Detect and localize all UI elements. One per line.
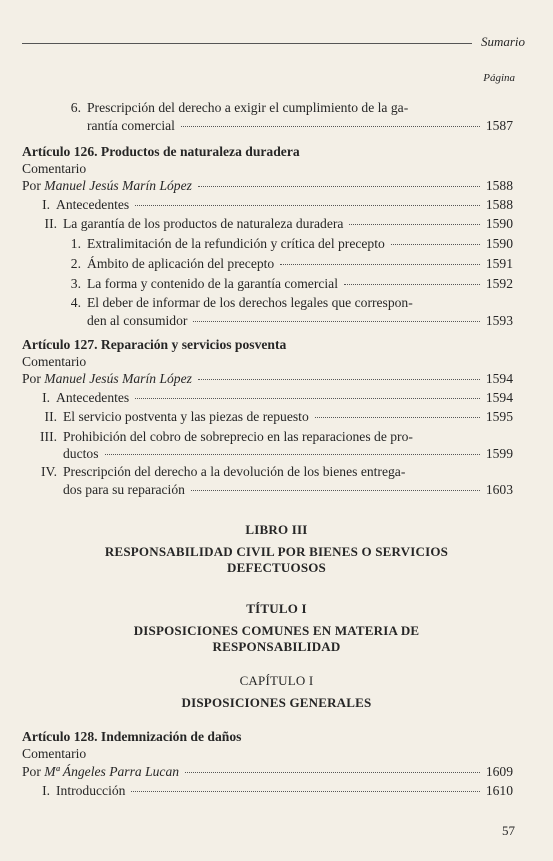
author-line — [22, 371, 192, 387]
entry-page: 1590 — [485, 236, 513, 251]
por-prefix: Por — [22, 371, 45, 386]
author-line — [22, 178, 192, 194]
toc-entry-continuation — [87, 118, 513, 134]
entry-number: I. — [42, 390, 50, 405]
entry-text: Ámbito de aplicación del precepto — [87, 256, 275, 271]
entry-text: Prohibición del cobro de sobreprecio en las reparaciones de pro- — [63, 429, 413, 444]
libro-title-line1: RESPONSABILIDAD CIVIL POR BIENES O SERVICIOS — [104, 544, 449, 559]
comment-label: Comentario — [22, 354, 87, 369]
entry-number: II. — [44, 216, 57, 231]
author-name: Manuel Jesús Marín López — [44, 371, 192, 386]
article-heading: Artículo 128. Indemnización de daños — [22, 729, 242, 744]
author-entry — [22, 764, 513, 780]
titulo-label: TÍTULO I — [246, 601, 307, 616]
entry-number: 3. — [70, 276, 81, 291]
entry-text: El servicio postventa y las piezas de repuesto — [63, 409, 309, 424]
leader-dots — [131, 791, 479, 792]
toc-entry — [55, 276, 513, 292]
toc-entry — [22, 216, 513, 232]
leader-dots — [344, 284, 480, 285]
entry-page: 1595 — [485, 409, 513, 424]
entry-text: Antecedentes — [56, 197, 130, 212]
por-prefix: Por — [22, 178, 45, 193]
leader-dots — [105, 454, 480, 455]
entry-page: 1599 — [485, 446, 513, 461]
leader-dots — [191, 490, 480, 491]
entry-page: 1591 — [485, 256, 513, 271]
entry-page: 1588 — [485, 197, 513, 212]
entry-number: I. — [42, 197, 50, 212]
entry-number: IV. — [41, 464, 57, 479]
entry-text: La garantía de los productos de naturaleza duradera — [63, 216, 344, 231]
toc-entry — [55, 236, 513, 252]
toc-entry — [22, 409, 513, 425]
author-name: Manuel Jesús Marín López — [44, 178, 192, 193]
toc-entry — [22, 429, 513, 445]
capitulo-title: DISPOSICIONES GENERALES — [181, 695, 372, 710]
entry-page: 1594 — [485, 390, 513, 405]
leader-dots — [315, 417, 480, 418]
header-rule — [22, 43, 472, 44]
toc-entry — [55, 100, 513, 116]
entry-number: 4. — [70, 295, 81, 310]
leader-dots — [135, 398, 480, 399]
entry-number: III. — [40, 429, 57, 444]
leader-dots — [181, 126, 480, 127]
leader-dots — [280, 264, 480, 265]
titulo-title-line2: RESPONSABILIDAD — [212, 639, 341, 654]
toc-entry — [22, 390, 513, 406]
entry-page: 1603 — [485, 482, 513, 497]
entry-number: 2. — [70, 256, 81, 271]
entry-page: 1593 — [485, 313, 513, 328]
entry-text: ductos — [63, 446, 99, 461]
toc-entry — [55, 295, 513, 311]
article-heading: Artículo 127. Reparación y servicios posventa — [22, 337, 287, 352]
toc-entry — [22, 783, 513, 799]
entry-page: 1590 — [485, 216, 513, 231]
toc-entry-continuation — [87, 313, 513, 329]
leader-dots — [193, 321, 479, 322]
entry-text: Introducción — [56, 783, 126, 798]
entry-text: dos para su reparación — [63, 482, 185, 497]
entry-text: El deber de informar de los derechos legales que correspon- — [87, 295, 413, 310]
entry-number: 1. — [70, 236, 81, 251]
toc-entry — [22, 464, 513, 480]
comment-label: Comentario — [22, 746, 87, 761]
author-entry — [22, 371, 513, 387]
leader-dots — [135, 205, 480, 206]
titulo-title-line1: DISPOSICIONES COMUNES EN MATERIA DE — [133, 623, 420, 638]
author-entry — [22, 178, 513, 194]
entry-number: I. — [42, 783, 50, 798]
author-name: Mª Ángeles Parra Lucan — [44, 764, 180, 779]
toc-entry — [55, 256, 513, 272]
running-header: Sumario — [480, 34, 525, 49]
libro-title-line2: DEFECTUOSOS — [226, 560, 326, 575]
entry-page: 1592 — [485, 276, 513, 291]
leader-dots — [185, 772, 480, 773]
leader-dots — [198, 379, 480, 380]
page-number: 57 — [502, 823, 515, 838]
entry-page: 1594 — [485, 371, 513, 386]
toc-entry — [22, 197, 513, 213]
entry-page: 1587 — [485, 118, 513, 133]
entry-text: rantía comercial — [87, 118, 175, 133]
entry-page: 1609 — [485, 764, 513, 779]
entry-text: Prescripción del derecho a exigir el cumplimiento de la ga- — [87, 100, 409, 115]
leader-dots — [349, 224, 479, 225]
entry-text: Antecedentes — [56, 390, 130, 405]
toc-entry-continuation — [63, 446, 513, 462]
entry-text: den al consumidor — [87, 313, 188, 328]
author-line — [22, 764, 179, 780]
leader-dots — [198, 186, 480, 187]
entry-page: 1610 — [485, 783, 513, 798]
por-prefix: Por — [22, 764, 45, 779]
comment-label: Comentario — [22, 161, 87, 176]
article-heading: Artículo 126. Productos de naturaleza duradera — [22, 144, 300, 159]
entry-text: La forma y contenido de la garantía comercial — [87, 276, 338, 291]
page-column-label: Página — [483, 72, 515, 84]
leader-dots — [391, 244, 480, 245]
entry-number: II. — [44, 409, 57, 424]
capitulo-label: CAPÍTULO I — [239, 673, 314, 688]
libro-label: LIBRO III — [245, 522, 308, 537]
entry-text: Extralimitación de la refundición y crítica del precepto — [87, 236, 385, 251]
entry-text: Prescripción del derecho a la devolución de los bienes entrega- — [63, 464, 406, 479]
entry-page: 1588 — [485, 178, 513, 193]
entry-number: 6. — [70, 100, 81, 115]
toc-entry-continuation — [63, 482, 513, 498]
